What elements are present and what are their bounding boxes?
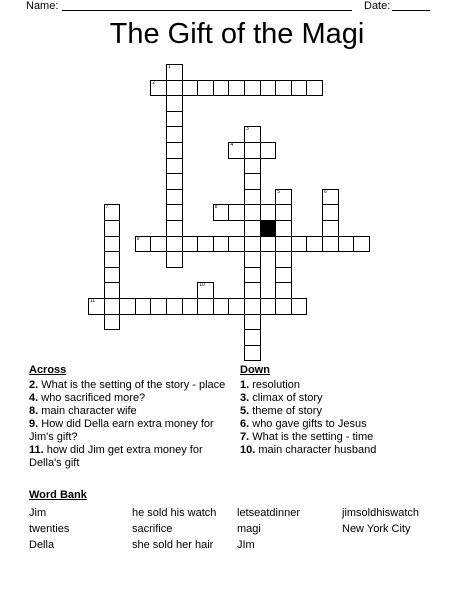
grid-cell[interactable]	[166, 220, 183, 237]
word-bank-item: Della	[29, 539, 55, 551]
grid-cell[interactable]	[275, 189, 292, 206]
grid-cell[interactable]	[213, 204, 230, 221]
grid-cell[interactable]	[322, 204, 339, 221]
grid-cell[interactable]	[104, 251, 121, 268]
grid-cell[interactable]	[275, 220, 292, 237]
cell-number: 6	[324, 188, 327, 195]
clue-number: 2.	[29, 379, 39, 391]
grid-cell[interactable]	[322, 236, 339, 253]
clue-text: how did Jim get extra money for Della's gift	[29, 444, 203, 469]
grid-cell[interactable]	[275, 282, 292, 299]
grid-cell[interactable]	[166, 95, 183, 112]
clue-text: climax of story	[249, 392, 323, 404]
grid-cell[interactable]	[291, 236, 308, 253]
word-bank	[29, 489, 442, 552]
grid-cell[interactable]	[244, 329, 261, 346]
grid-cell[interactable]	[322, 220, 339, 237]
grid-cell[interactable]	[260, 142, 277, 159]
cell-number: 3	[246, 126, 249, 133]
grid-cell[interactable]	[275, 251, 292, 268]
grid-cell[interactable]	[275, 236, 292, 253]
cell-number: 9	[136, 235, 140, 242]
across-clues	[29, 364, 229, 470]
word-bank-heading: Word Bank	[29, 489, 87, 501]
grid-cell[interactable]	[244, 126, 261, 143]
grid-cell[interactable]	[104, 236, 121, 253]
grid-cell[interactable]	[166, 142, 183, 159]
clue-text: who gave gifts to Jesus	[249, 418, 367, 430]
grid-cell[interactable]	[88, 298, 105, 315]
grid-cell[interactable]	[197, 236, 214, 253]
down-clue	[240, 418, 450, 431]
grid-cell[interactable]	[104, 282, 121, 299]
across-clue	[29, 405, 229, 418]
clue-number: 11.	[29, 444, 44, 456]
word-bank-item: magi	[237, 523, 261, 535]
grid-cell[interactable]	[135, 236, 152, 253]
grid-cell[interactable]	[166, 126, 183, 143]
grid-cell[interactable]	[213, 236, 230, 253]
grid-cell[interactable]	[166, 158, 183, 175]
grid-cell[interactable]	[260, 80, 277, 97]
clue-text: who sacrificed more?	[38, 392, 146, 404]
grid-cell[interactable]	[275, 267, 292, 284]
name-label: Name:	[26, 0, 59, 12]
grid-cell[interactable]	[104, 204, 121, 221]
across-clue	[29, 418, 229, 444]
cell-number: 11	[90, 298, 96, 304]
grid-cell[interactable]	[166, 298, 183, 315]
grid-cell[interactable]	[275, 298, 292, 315]
grid-cell[interactable]	[291, 80, 308, 97]
grid-cell[interactable]	[306, 80, 323, 97]
grid-cell[interactable]	[197, 282, 214, 299]
grid-cell[interactable]	[260, 204, 277, 221]
grid-cell[interactable]	[104, 298, 121, 315]
grid-cell[interactable]	[244, 220, 261, 237]
grid-cell[interactable]	[275, 80, 292, 97]
grid-cell[interactable]	[166, 189, 183, 206]
clue-text: How did Della earn extra money for Jim's gift?	[29, 418, 214, 443]
grid-cell[interactable]	[244, 142, 261, 159]
grid-cell[interactable]	[244, 298, 261, 315]
grid-cell[interactable]	[213, 80, 230, 97]
grid-cell[interactable]	[150, 298, 167, 315]
cell-number: 4	[230, 142, 234, 148]
grid-cell[interactable]	[244, 282, 261, 299]
clue-number: 4.	[29, 392, 39, 404]
clue-number: 7.	[240, 431, 250, 443]
word-bank-item: sacrifice	[132, 523, 173, 535]
grid-cell[interactable]	[166, 80, 183, 97]
grid-cell[interactable]	[338, 236, 355, 253]
grid-cell[interactable]	[244, 80, 261, 97]
grid-cell[interactable]	[119, 298, 136, 315]
grid-cell[interactable]	[260, 236, 277, 253]
clue-text: theme of story	[249, 405, 322, 417]
grid-cell[interactable]	[104, 267, 121, 284]
down-clue	[240, 444, 450, 457]
grid-cell[interactable]	[166, 204, 183, 221]
grid-cell[interactable]	[244, 236, 261, 253]
down-heading: Down	[240, 364, 270, 376]
across-clue	[29, 444, 229, 470]
clue-number: 3.	[240, 392, 250, 404]
word-bank-item: Jim	[29, 507, 47, 519]
word-bank-item: he sold his watch	[132, 507, 217, 519]
grid-cell[interactable]	[244, 251, 261, 268]
grid-cell[interactable]	[166, 64, 183, 81]
clue-number: 1.	[240, 379, 250, 391]
clue-number: 10.	[240, 444, 256, 456]
grid-cell[interactable]	[182, 236, 199, 253]
cell-number: 1	[168, 64, 171, 70]
clue-text: What is the setting - time	[249, 431, 374, 443]
date-label: Date:	[364, 0, 391, 12]
grid-cell[interactable]	[244, 267, 261, 284]
clue-number: 8.	[29, 405, 39, 417]
grid-cell[interactable]	[228, 236, 245, 253]
grid-cell[interactable]	[135, 298, 152, 315]
grid-cell[interactable]	[244, 345, 261, 362]
word-bank-item: New York City	[342, 523, 411, 535]
down-clue	[240, 379, 450, 392]
grid-cell[interactable]	[197, 80, 214, 97]
word-bank-item: jimsoldhiswatch	[342, 507, 420, 519]
grid-cell[interactable]	[197, 298, 214, 315]
puzzle-title: The Gift of the Magi	[109, 18, 365, 50]
clue-number: 9.	[29, 418, 39, 430]
clue-number: 6.	[240, 418, 250, 430]
grid-cell[interactable]	[182, 298, 199, 315]
grid-cell[interactable]	[213, 298, 230, 315]
grid-cell[interactable]	[275, 204, 292, 221]
grid-cell[interactable]	[353, 236, 370, 253]
grid-cell[interactable]	[244, 204, 261, 221]
grid-cell[interactable]	[244, 173, 261, 190]
word-bank-item: letseatdinner	[237, 507, 300, 519]
grid-cell[interactable]	[228, 142, 245, 159]
grid-cell[interactable]	[166, 111, 183, 128]
grid-cell[interactable]	[150, 80, 167, 97]
down-clue	[240, 392, 450, 405]
grid-cell[interactable]	[104, 314, 121, 331]
down-clue	[240, 431, 450, 444]
across-heading: Across	[29, 364, 67, 376]
grid-cell[interactable]	[104, 220, 121, 237]
word-bank-item: JIm	[237, 539, 255, 551]
down-clue	[240, 405, 450, 418]
grid-cell[interactable]	[166, 173, 183, 190]
across-clue	[29, 379, 229, 392]
across-clue	[29, 392, 229, 405]
grid-cell[interactable]	[228, 298, 245, 315]
clue-number: 5.	[240, 405, 250, 417]
grid-cell[interactable]	[260, 298, 277, 315]
grid-cell[interactable]	[228, 204, 245, 221]
cell-number: 10	[199, 282, 205, 289]
grid-cell[interactable]	[182, 80, 199, 97]
grid-cell[interactable]	[306, 236, 323, 253]
cell-number: 5	[277, 188, 280, 195]
grid-cell[interactable]	[244, 158, 261, 175]
cell-number: 2	[152, 79, 156, 86]
grid-cell[interactable]	[150, 236, 167, 253]
grid-cell[interactable]	[291, 298, 308, 315]
clue-text: main character wife	[38, 405, 137, 417]
word-bank-item: twenties	[29, 523, 70, 535]
clue-text: What is the setting of the story - place	[38, 379, 226, 391]
black-cell	[260, 220, 277, 237]
clue-text: main character husband	[255, 444, 377, 456]
cell-number: 7	[105, 204, 109, 211]
grid-cell[interactable]	[166, 251, 183, 268]
grid-cell[interactable]	[244, 314, 261, 331]
word-bank-item: she sold her hair	[132, 539, 214, 551]
down-clues	[240, 364, 450, 457]
cell-number: 8	[214, 204, 218, 211]
grid-cell[interactable]	[166, 236, 183, 253]
grid-cell[interactable]	[322, 189, 339, 206]
clue-text: resolution	[249, 379, 300, 391]
grid-cell[interactable]	[228, 80, 245, 97]
grid-cell[interactable]	[244, 189, 261, 206]
